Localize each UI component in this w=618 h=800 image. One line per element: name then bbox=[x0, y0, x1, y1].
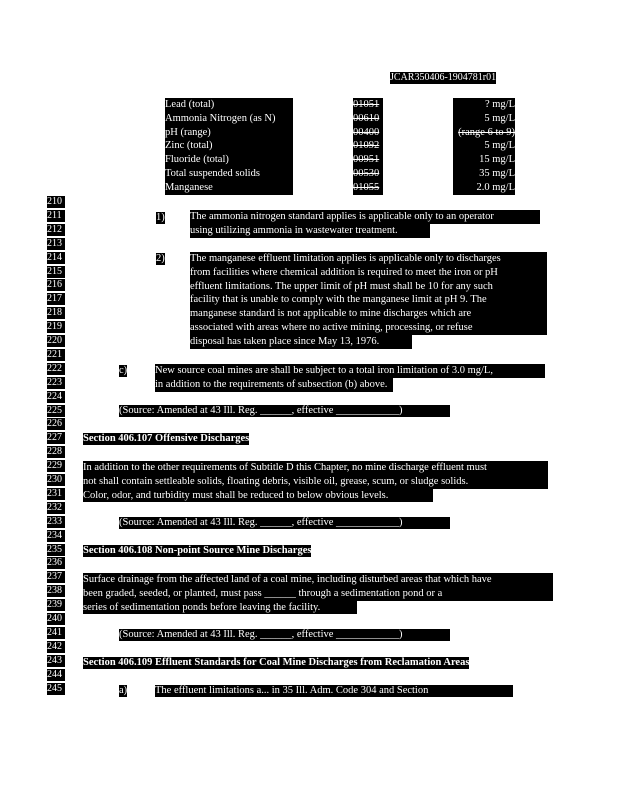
source-note: (Source: Amended at 43 Ill. Reg. ______, effective ____________) bbox=[119, 517, 450, 529]
item-a-text: The effluent limitations a... in 35 Ill. Adm. Code 304 and Section bbox=[155, 685, 513, 697]
table-cell-code: 00530 bbox=[353, 167, 380, 179]
line-number: 239 bbox=[47, 599, 65, 611]
note-1-marker: 1) bbox=[156, 212, 165, 223]
paragraph-line: effluent limitations. The upper limit of pH must shall be 10 for any such bbox=[190, 280, 547, 294]
line-number: 226 bbox=[47, 418, 65, 430]
table-cell-code: 00951 bbox=[353, 154, 380, 166]
section-108-text bbox=[83, 573, 553, 614]
line-number: 218 bbox=[47, 307, 65, 319]
table-cell-code: 00610 bbox=[353, 112, 380, 124]
line-number: 211 bbox=[47, 210, 65, 222]
line-number: 223 bbox=[47, 377, 65, 389]
table-cell-limit: 35 mg/L bbox=[479, 167, 515, 179]
table-cell-code: 00400 bbox=[353, 126, 380, 138]
line-number: 222 bbox=[47, 363, 65, 375]
table-cell-name: pH (range) bbox=[165, 126, 211, 138]
table-cell-name: Fluoride (total) bbox=[165, 154, 229, 166]
line-number: 213 bbox=[47, 238, 65, 250]
line-number: 228 bbox=[47, 446, 65, 458]
table-cell-code: 01092 bbox=[353, 140, 380, 152]
document-id: JCAR350406-1904781r01 bbox=[390, 72, 497, 83]
section-heading: Section 406.108 Non-point Source Mine Discharges bbox=[83, 545, 312, 556]
line-number: 230 bbox=[47, 474, 65, 486]
line-number: 229 bbox=[47, 460, 65, 472]
table-cell-code: 01051 bbox=[353, 99, 380, 110]
paragraph-line: Color, odor, and turbidity must shall be reduced to below obvious levels. bbox=[83, 489, 433, 503]
line-number: 243 bbox=[47, 655, 65, 667]
paragraph-line: facility that is unable to comply with the manganese limit at pH 9. The bbox=[190, 293, 547, 307]
line-number: 227 bbox=[47, 432, 65, 444]
item-c-text bbox=[155, 364, 545, 392]
table-limits bbox=[453, 98, 515, 195]
table-cell-name: Ammonia Nitrogen (as N) bbox=[165, 112, 276, 124]
line-number: 215 bbox=[47, 266, 65, 278]
paragraph-line: in addition to the requirements of subsection (b) above. bbox=[155, 378, 393, 392]
table-cell-code: 01055 bbox=[353, 181, 380, 193]
line-number: 244 bbox=[47, 669, 65, 681]
line-number: 214 bbox=[47, 252, 65, 264]
paragraph-line: been graded, seeded, or planted, must pass ______ through a sedimentation pond or a bbox=[83, 587, 553, 601]
note-1-text bbox=[190, 210, 540, 238]
source-note: (Source: Amended at 43 Ill. Reg. ______, effective ____________) bbox=[119, 405, 450, 417]
paragraph-line: using utilizing ammonia in wastewater treatment. bbox=[190, 224, 430, 238]
paragraph-line: New source coal mines are shall be subject to a total iron limitation of 3.0 mg/L, bbox=[155, 364, 545, 378]
line-number: 217 bbox=[47, 293, 65, 305]
table-parameter-names bbox=[165, 98, 293, 195]
source-note: (Source: Amended at 43 Ill. Reg. ______, effective ____________) bbox=[119, 629, 450, 641]
line-number: 232 bbox=[47, 502, 65, 514]
table-cell-name: Lead (total) bbox=[165, 99, 215, 110]
paragraph-line: Surface drainage from the affected land of a coal mine, including disturbed areas that which have bbox=[83, 573, 553, 587]
section-heading: Section 406.107 Offensive Discharges bbox=[83, 433, 250, 444]
line-number: 224 bbox=[47, 391, 65, 403]
table-cell-limit: 5 mg/L bbox=[484, 112, 515, 124]
paragraph-line: manganese standard is not applicable to mine discharges which are bbox=[190, 307, 547, 321]
table-storet-codes bbox=[353, 98, 383, 195]
table-cell-limit: 5 mg/L bbox=[484, 140, 515, 152]
line-number: 241 bbox=[47, 627, 65, 639]
section-107-text bbox=[83, 461, 548, 502]
paragraph-line: disposal has taken place since May 13, 1976. bbox=[190, 335, 412, 349]
line-number: 212 bbox=[47, 224, 65, 236]
table-cell-limit: ? mg/L bbox=[484, 99, 515, 110]
paragraph-line: associated with areas where no active mining, processing, or refuse bbox=[190, 321, 547, 335]
line-number: 238 bbox=[47, 585, 65, 597]
line-number: 234 bbox=[47, 530, 65, 542]
line-number: 220 bbox=[47, 335, 65, 347]
table-cell-name: Zinc (total) bbox=[165, 140, 213, 152]
paragraph-line: The ammonia nitrogen standard applies is applicable only to an operator bbox=[190, 210, 540, 224]
table-cell-name: Manganese bbox=[165, 181, 213, 193]
item-c-marker: c) bbox=[119, 365, 128, 376]
paragraph-line: not shall contain settleable solids, floating debris, visible oil, grease, scum, or sludge solids. bbox=[83, 475, 548, 489]
line-number: 225 bbox=[47, 405, 65, 417]
table-cell-limit: 15 mg/L bbox=[479, 154, 515, 166]
section-heading: Section 406.109 Effluent Standards for Coal Mine Discharges from Reclamation Areas bbox=[83, 657, 470, 668]
line-number: 236 bbox=[47, 557, 65, 569]
line-number: 216 bbox=[47, 279, 65, 291]
paragraph-line: In addition to the other requirements of Subtitle D this Chapter, no mine discharge effluent must bbox=[83, 461, 548, 475]
table-cell-limit: (range 6 to 9) bbox=[458, 126, 515, 138]
paragraph-line: series of sedimentation ponds before leaving the facility. bbox=[83, 601, 357, 615]
table-cell-name: Total suspended solids bbox=[165, 167, 260, 179]
line-number: 233 bbox=[47, 516, 65, 528]
line-number: 245 bbox=[47, 683, 65, 695]
table-cell-limit: 2.0 mg/L bbox=[476, 181, 515, 193]
note-2-text bbox=[190, 252, 547, 349]
line-number: 237 bbox=[47, 571, 65, 583]
line-number: 240 bbox=[47, 613, 65, 625]
line-number: 235 bbox=[47, 544, 65, 556]
note-2-marker: 2) bbox=[156, 253, 165, 264]
item-a-marker: a) bbox=[119, 685, 128, 696]
line-number: 231 bbox=[47, 488, 65, 500]
paragraph-line: The manganese effluent limitation applies is applicable only to discharges bbox=[190, 252, 547, 266]
line-number: 219 bbox=[47, 321, 65, 333]
line-number: 221 bbox=[47, 349, 65, 361]
paragraph-line: from facilities where chemical addition is required to meet the iron or pH bbox=[190, 266, 547, 280]
line-number: 242 bbox=[47, 641, 65, 653]
line-number: 210 bbox=[47, 196, 65, 208]
